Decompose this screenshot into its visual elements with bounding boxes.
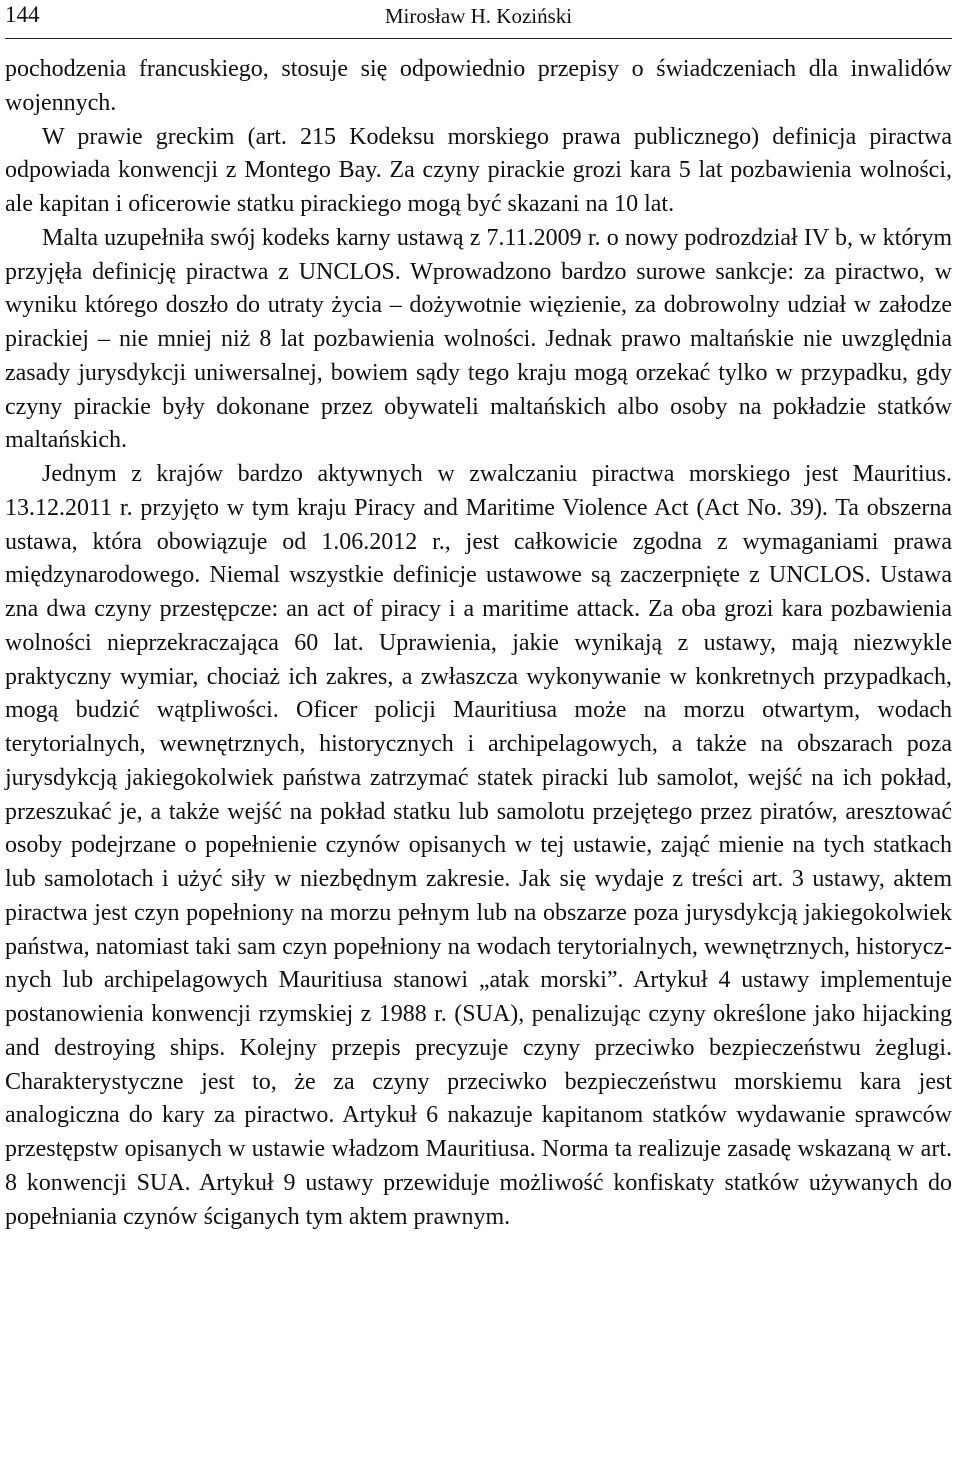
page-number: 144 xyxy=(5,2,40,27)
paragraph: pochodzenia francuskiego, stosuje się odpowiednio przepisy o świadczeniach dla inwalidów wojennych. xyxy=(5,56,952,116)
document-page xyxy=(5,0,952,1234)
paragraph: Malta uzupełniła swój kodeks karny ustawą z 7.11.2009 r. o nowy podrozdział IV b, w którym przyjęła definicję piractwa z UNCLOS. Wprowadzono bardzo surowe sankcje: za piractwo, w wyniku którego doszło do utraty życia – dożywotnie więzienie, za dobrowolny udział w załodze pirackiej – nie mniej niż 8 lat pozbawienia wolności. Jednak prawo maltańskie nie uwzględnia zasady jurysdykcji uniwersalnej, bowiem sądy tego kraju mogą orzekać tylko w przypadku, gdy czyny pirackie były dokonane przez obywateli maltańskich albo osoby na pokładzie statków maltańskich. xyxy=(5,224,952,454)
body-text xyxy=(5,53,952,1234)
running-head-author: Mirosław H. Koziński xyxy=(384,4,573,28)
paragraph: W prawie greckim (art. 215 Kodeksu morskiego prawa publicznego) definicja piractwa odpowiada konwencji z Montego Bay. Za czyny pirackie grozi kara 5 lat pozbawienia wolności, ale kapitan i oficerowie statku pirackiego mogą być skazani na 10 lat. xyxy=(5,123,952,217)
page-header xyxy=(5,0,952,39)
paragraph: Jednym z krajów bardzo aktywnych w zwalczaniu piractwa morskiego jest Mauritius. 13.12.2011 r. przyjęto w tym kraju Piracy and Maritime Violence Act (Act No. 39). Ta obszerna ustawa, która obowiązuje od 1.06.2012 r., jest całkowicie zgodna z wymaganiami prawa międzynarodowego. Niemal wszystkie definicje ustawowe są zaczerpnięte z UNCLOS. Ustawa zna dwa czyny przestępcze: an act of piracy i a maritime attack. Za oba grozi kara pozbawienia wolności nieprzekraczająca 60 lat. Uprawienia, jakie wynikają z ustawy, mają niezwykle praktyczny wymiar, chociaż ich zakres, a zwłaszcza wykonywanie w konkretnych przypadkach, mogą budzić wątpliwości. Oficer policji Mauritiusa może na morzu otwartym, wodach terytorialnych, wewnętrznych, historycznych i archipelagowych, a także na obszarach poza jurysdykcją jakiegokolwiek państwa zatrzymać statek piracki lub samolot, wejść na ich pokład, przeszukać je, a także wejść na pokład statku lub samolotu przejętego przez piratów, aresztować osoby podejrzane o popełnienie czynów opisanych w tej ustawie, zająć mienie na tych statkach lub samolotach i użyć siły w niezbędnym zakresie. Jak się wydaje z treści art. 3 ustawy, aktem piractwa jest czyn popełniony na morzu pełnym lub na obszarze poza jurysdykcją jakiegokolwiek państwa, natomiast taki sam czyn popełniony na wodach terytorialnych, wewnętrznych, historycznych lub archipelagowych Mauritiusa stanowi „atak morski”. Artykuł 4 ustawy implementuje postanowienia konwencji rzymskiej z 1988 r. (SUA), penalizując czyny określone jako hijacking and destroying ships. Kolejny przepis precyzuje czyny przeciwko bezpieczeństwu żeglugi. Charakterystyczne jest to, że za czyny przeciwko bezpieczeństwu morskiemu kara jest analogiczna do kary za piractwo. Artykuł 6 nakazuje kapitanom statków wydawanie sprawców przestępstw opisanych w ustawie władzom Mauritiusa. Norma ta realizuje zasadę wskazaną w art. 8 konwencji SUA. Artykuł 9 ustawy przewiduje możliwość konfiskaty statków używanych do popełniania czynów ściganych tym aktem prawnym. xyxy=(5,461,952,1230)
